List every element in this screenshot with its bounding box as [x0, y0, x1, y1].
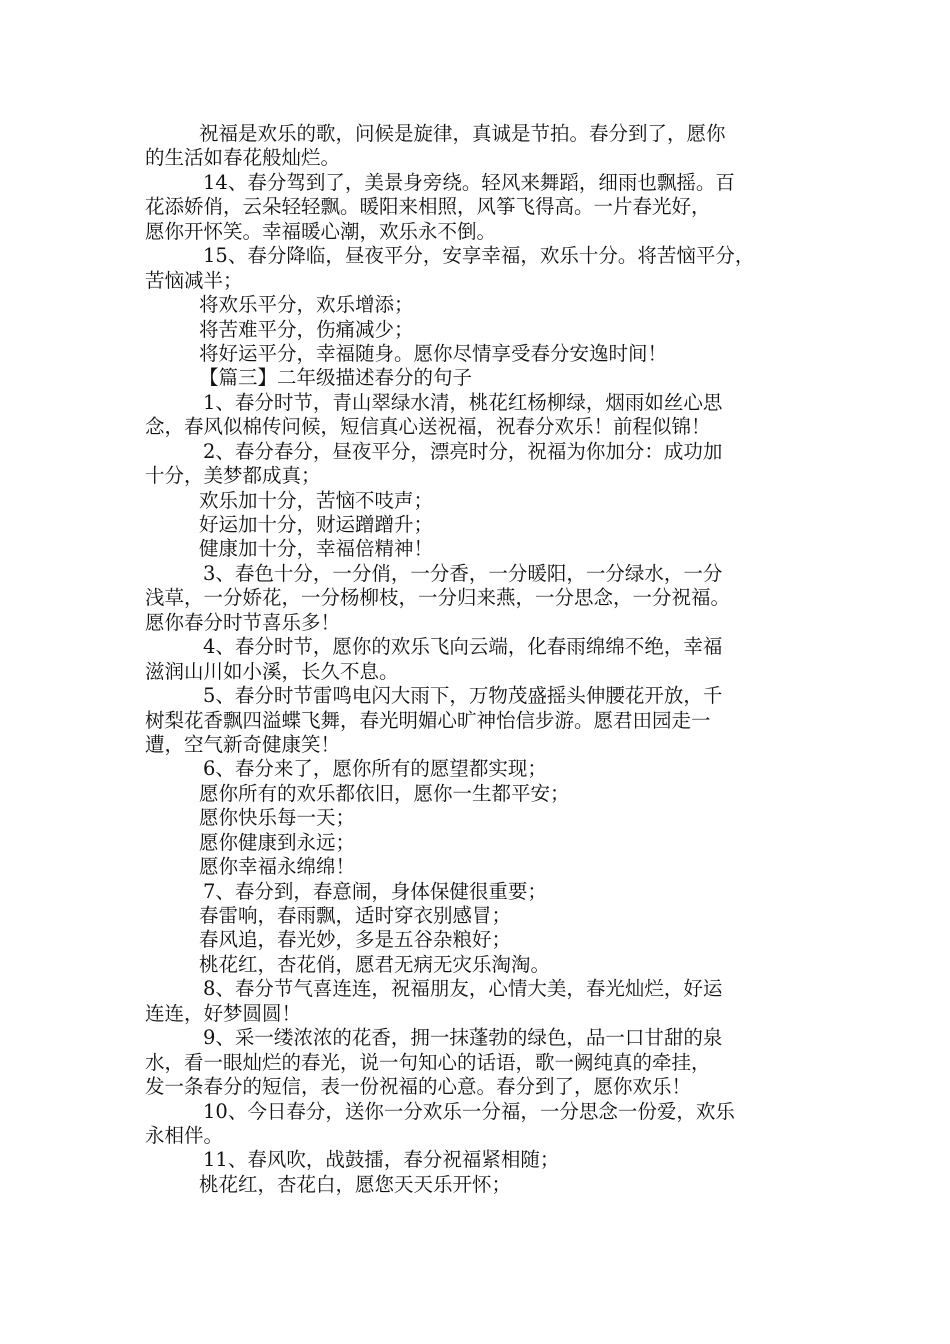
text-line: 健康加十分，幸福倍精神！ — [199, 537, 434, 561]
text-line: 10、今日春分，送你一分欢乐一分福，一分思念一份爱，欢乐 — [203, 1099, 735, 1123]
text-line: 14、春分驾到了，美景身旁绕。轻风来舞蹈，细雨也飘摇。百 — [203, 170, 735, 194]
text-line: 愿你幸福永绵绵！ — [199, 855, 356, 879]
text-line: 永相伴。 — [145, 1123, 224, 1147]
text-line: 祝福是欢乐的歌，问候是旋律，真诚是节拍。春分到了，愿你 — [199, 122, 726, 145]
text-line: 连连，好梦圆圆！ — [145, 1001, 302, 1025]
text-line: 十分，美梦都成真； — [145, 464, 321, 488]
text-line: 浅草，一分娇花，一分杨柳枝，一分归来燕，一分思念，一分祝福。 — [145, 586, 731, 610]
text-line: 的生活如春花般灿烂。 — [145, 146, 341, 170]
text-line: 念，春风似棉传问候，短信真心送祝福，祝春分欢乐！前程似锦！ — [145, 415, 711, 439]
text-line: 春风追，春光妙，多是五谷杂粮好； — [199, 928, 512, 952]
text-line: 9、采一缕浓浓的花香，拥一抹蓬勃的绿色，品一口甘甜的泉 — [203, 1026, 723, 1050]
text-line: 花添娇俏，云朵轻轻飘。暖阳来相照，风筝飞得高。一片春光好， — [145, 195, 711, 219]
section-heading: 【篇三】二年级描述春分的句子 — [199, 366, 473, 390]
text-line: 4、春分时节，愿你的欢乐飞向云端，化春雨绵绵不绝，幸福 — [203, 635, 723, 659]
text-line: 3、春色十分，一分俏，一分香，一分暖阳，一分绿水，一分 — [203, 561, 723, 585]
text-line: 愿你所有的欢乐都依旧，愿你一生都平安； — [199, 781, 570, 805]
text-line: 2、春分春分，昼夜平分，漂亮时分，祝福为你加分：成功加 — [203, 439, 723, 463]
text-line: 6、春分来了，愿你所有的愿望都实现； — [203, 757, 547, 781]
text-line: 1、春分时节，青山翠绿水清，桃花红杨柳绿，烟雨如丝心思 — [203, 390, 723, 414]
text-line: 愿你快乐每一天； — [199, 806, 356, 830]
text-line: 发一条春分的短信，表一份祝福的心意。春分到了，愿你欢乐！ — [145, 1075, 692, 1099]
text-line: 滋润山川如小溪，长久不息。 — [145, 659, 399, 683]
document-page — [145, 122, 825, 1197]
text-line: 水，看一眼灿烂的春光，说一句知心的话语，歌一阙纯真的牵挂， — [145, 1050, 711, 1074]
text-line: 桃花红，杏花白，愿您天天乐开怀； — [199, 1172, 512, 1196]
text-line: 15、春分降临，昼夜平分，安享幸福，欢乐十分。将苦恼平分， — [203, 244, 755, 268]
text-line: 愿你春分时节喜乐多！ — [145, 610, 341, 634]
text-line: 桃花红，杏花俏，愿君无病无灾乐淘淘。 — [199, 952, 551, 976]
text-line: 愿你开怀笑。幸福暖心潮，欢乐永不倒。 — [145, 219, 497, 243]
text-line: 7、春分到，春意闹，身体保健很重要； — [203, 879, 547, 903]
text-line: 8、春分节气喜连连，祝福朋友，心情大美，春光灿烂，好运 — [203, 977, 723, 1001]
text-line: 将好运平分，幸福随身。愿你尽情享受春分安逸时间！ — [199, 341, 668, 365]
text-line: 将欢乐平分，欢乐增添； — [199, 293, 414, 317]
text-line: 苦恼减半； — [145, 268, 243, 292]
text-line: 欢乐加十分，苦恼不吱声； — [199, 488, 434, 512]
text-line: 愿你健康到永远； — [199, 830, 356, 854]
text-line: 春雷响，春雨飘，适时穿衣别感冒； — [199, 904, 512, 927]
text-line: 5、春分时节雷鸣电闪大雨下，万物茂盛摇头伸腰花开放，千 — [203, 684, 723, 708]
text-line: 树梨花香飘四溢蝶飞舞，春光明媚心旷神怡信步游。愿君田园走一 — [145, 708, 711, 732]
text-line: 将苦难平分，伤痛减少； — [199, 317, 414, 341]
text-line: 遭，空气新奇健康笑！ — [145, 732, 341, 756]
text-line: 11、春风吹，战鼓擂，春分祝福紧相随； — [203, 1148, 560, 1172]
text-line: 好运加十分，财运蹭蹭升； — [199, 513, 434, 536]
